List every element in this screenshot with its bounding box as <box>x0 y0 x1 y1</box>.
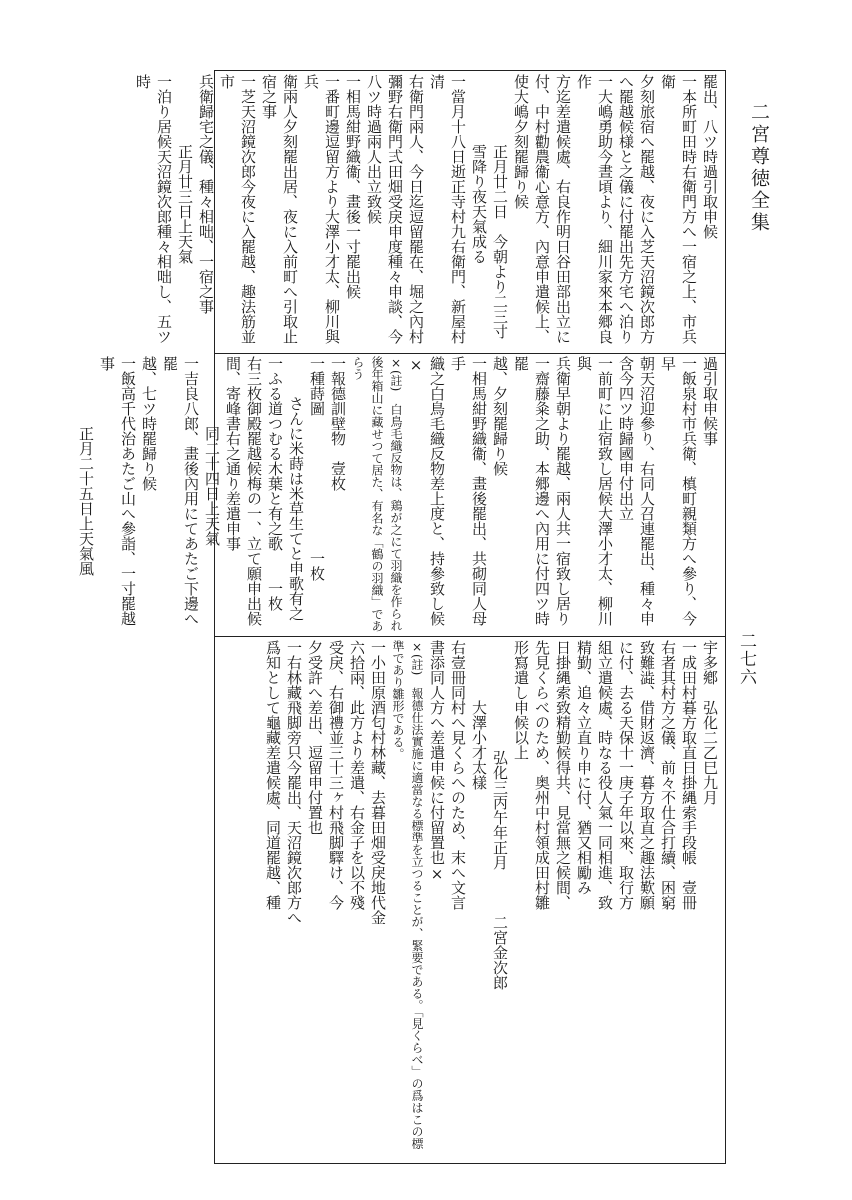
text-line: 右三枚御殿罷越候梅の一、立て願申出候 <box>245 356 263 626</box>
text-line: 一相馬紺野織衞、畫後一寸罷出候 <box>344 74 362 299</box>
text-line: 使大嶋夕刻罷歸り候 <box>512 74 530 209</box>
text-line: 付、中村勸農衞心意方、內意申遣候上、 <box>533 74 551 344</box>
text-line: 一飯高千代治あたご山へ參詣、一寸罷越事 <box>98 356 137 626</box>
text-line: 一相馬紺野織衞、畫後罷出、共砌同人母手 <box>449 356 488 626</box>
text-line: 一吉良八郎、畫後內用にてあたご下邊へ罷 <box>161 356 200 626</box>
text-line: 一前町に止宿致し居候大澤小才太、柳川與 <box>575 356 614 626</box>
text-line: 正月廿三日上天氣 <box>176 144 194 264</box>
text-line: 右衛門兩人、今日迄逗留罷在、堀之內村 <box>407 74 425 344</box>
text-line: 一ふる道つむる木葉と有之歌 一枚 <box>266 356 284 611</box>
text-line: 右壹冊同村へ見くらへのため、末へ文言 <box>449 640 467 910</box>
text-line: 含今四ツ時歸國申付出立 <box>617 356 635 521</box>
text-line: 越、七ツ時罷歸り候 <box>140 356 158 491</box>
text-line: 一飯泉村市兵衛、槙町親類方へ參り、今早 <box>659 356 698 626</box>
text-line: 一泊り居候天沼鏡次郎種々相咄し、五ツ時 <box>134 74 173 344</box>
text-line: 一種蒔圖 一枚 <box>308 356 326 581</box>
text-line: 右者其村方之儀、前々不仕合打續、困窮 <box>659 640 677 910</box>
text-line: 宇多鄕 弘化二乙巳九月 <box>701 640 719 805</box>
text-line: 彌野右衛門弍田畑受戾申度種々申談、今 <box>386 74 404 344</box>
text-line: 書添同人方へ差遣申候に付留置也× <box>428 640 446 883</box>
text-line: ×(註) 白鳥毛織反物は、鶏が之にて羽織を作られ後年箱山に藏せつて居た、有名な「鶴の羽織」であらう <box>351 356 403 632</box>
text-line: 一右林藏飛脚旁只今罷出、天沼鏡次郎方へ <box>285 640 303 925</box>
text-line: 織之白鳥毛織反物差上度と、持參致し候× <box>407 356 446 626</box>
page-number: 二七六 <box>736 632 756 686</box>
text-line: に付、去る天保十一庚子年以來、取行方 <box>617 640 635 910</box>
text-line: 罷出、八ツ時過引取申候 <box>701 74 719 239</box>
text-line: 一大嶋勇助今晝頃より、細川家來本郷良作 <box>575 74 614 344</box>
text-line: 形寫遣し申候以上 <box>512 640 530 760</box>
text-line: 越、夕刻罷歸り候 <box>491 356 509 476</box>
text-line: 弘化三丙午年正月 二宮金次郎 <box>491 750 509 990</box>
text-line: 衛兩人夕刻罷出居、夜に入前町へ引取止 <box>281 74 299 344</box>
text-line: 正月廿二日 今朝より二三寸雪降り夜天氣成る <box>470 144 509 339</box>
text-line: 一成田村暮方取直日掛縄索手段帳 壹冊 <box>680 640 698 910</box>
text-line: 一齋藤粂之助、本郷邊へ內用に付四ツ時罷 <box>512 356 551 626</box>
text-line: 夕刻旅宿へ罷越、夜に入芝天沼鏡次郎方 <box>638 74 656 344</box>
text-line: 兵衛歸宅之儀、種々相咄、一宿之事 <box>197 74 215 314</box>
text-line: 致難澁、借財返濟、暮方取直之趣法歎願 <box>638 640 656 910</box>
text-line: 同二十四日上天氣 <box>203 426 221 546</box>
text-line: 正月二十五日上天氣風 <box>77 426 95 576</box>
text-line: 一芝天沼鏡次郎今夜に入罷越、趣法筋並市 <box>218 74 257 344</box>
text-line: 朝天沼迎參り、右同人召連罷出、種々申 <box>638 356 656 626</box>
text-line: 一小田原酒匂村林藏、去暮田畑受戾地代金 <box>369 640 387 925</box>
text-line: 兵衛早朝より罷越、兩人共一宿致し居り <box>554 356 572 626</box>
text-line: 大澤小才太樣 <box>470 700 488 790</box>
text-line: 一報德訓壁物 壹枚 <box>329 356 347 491</box>
text-line: 宿之事 <box>260 74 278 119</box>
text-line: 精勤、追々立直り申に付、猶又相勵み <box>575 640 593 895</box>
text-line: 受戾、右御禮並三十三ヶ村飛脚驛け、今 <box>327 640 345 910</box>
text-band-top <box>134 72 724 352</box>
text-band-middle <box>77 354 724 636</box>
text-line: 八ツ時過兩人出立致候 <box>365 74 383 224</box>
text-line: 先見くらべのため、奥州中村領成田村雛 <box>533 640 551 910</box>
text-line: 一當月十八日逝正寺村九右衛門、新屋村清 <box>428 74 467 344</box>
text-line: 日掛縄索致精勤候得共、見當無之候間、 <box>554 640 572 910</box>
text-line: 一本所町田時右衛門方へ一宿之上、市兵衛 <box>659 74 698 344</box>
text-line: へ罷越候様と之儀に付罷出先方宅へ泊り <box>617 74 635 344</box>
text-line: さんに米蒔は米草生てと申歌有之 <box>287 396 305 621</box>
text-line: 過引取申候事 <box>701 356 719 446</box>
text-line: 間、寄峰書右之通り差遣申事 <box>224 356 242 551</box>
text-band-bottom <box>216 638 724 1162</box>
text-line: 組立遣候處、時なる役人氣一同相進、致 <box>596 640 614 910</box>
band-divider-lower <box>214 636 726 637</box>
text-line: ×(註) 報德仕法實施に適當なる標準を立つることが、緊要である。「見くらべ」の爲はこの標準であり雛形である。 <box>391 640 424 1150</box>
text-line: 一番町邊逗留方より大澤小才太、柳川與兵 <box>302 74 341 344</box>
text-line: 夕受許へ差出、逗留申付置也 <box>306 640 324 835</box>
text-line: 六拾兩、此方より差遣、右金子を以不殘 <box>348 640 366 910</box>
running-head: 二宮尊徳全集 <box>748 102 770 234</box>
text-line: 爲知として龜藏差遣候處、同道罷越、種 <box>264 640 282 910</box>
text-line: 方迄差遣候處、右良作明日谷田部出立に <box>554 74 572 344</box>
